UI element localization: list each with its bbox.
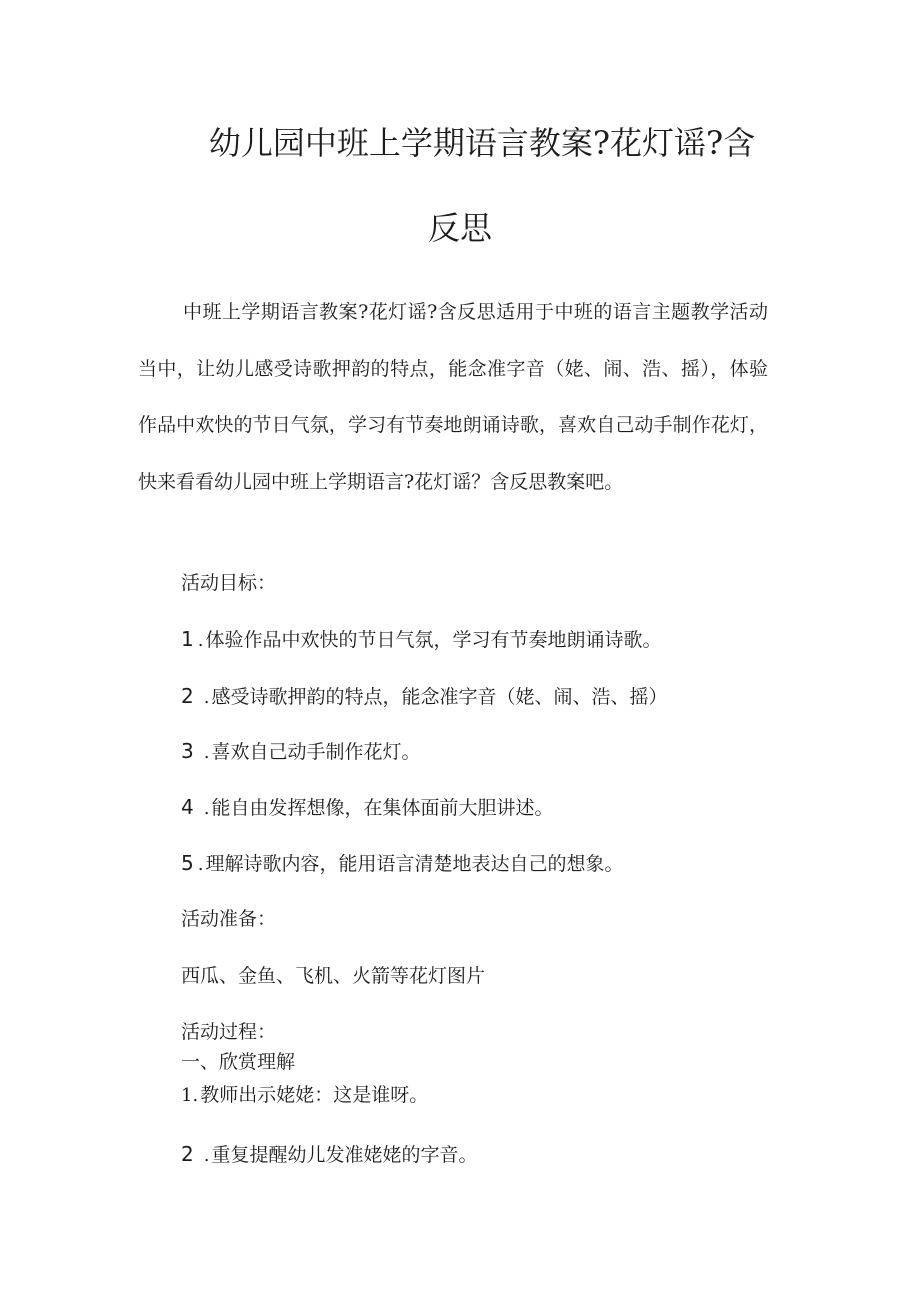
list-dot: . xyxy=(197,630,204,651)
step-text: 重复提醒幼儿发准姥姥的字音。 xyxy=(211,1144,478,1166)
step-number: 1 xyxy=(181,1085,193,1106)
goal-text: 能自由发挥想像，在集体面前大胆讲述。 xyxy=(211,797,554,819)
process-heading: 活动过程： xyxy=(181,1021,277,1043)
goal-item xyxy=(181,793,553,823)
goal-item xyxy=(181,849,623,879)
list-dot: . xyxy=(192,1085,199,1106)
goal-number: 2 xyxy=(181,684,194,708)
document-title-line-2: 反思 xyxy=(427,209,492,247)
goal-item xyxy=(181,737,420,767)
step-number: 2 xyxy=(181,1142,194,1166)
goal-number: 4 xyxy=(181,795,194,819)
list-dot: . xyxy=(203,798,210,819)
list-dot: . xyxy=(203,742,210,763)
step-text: 教师出示姥姥：这是谁呀。 xyxy=(200,1084,429,1106)
document-title-line-1: 幼儿园中班上学期语言教案?花灯谣?含 xyxy=(208,124,756,162)
list-dot: . xyxy=(197,854,204,875)
goal-number: 5 xyxy=(181,851,194,875)
preparation-text: 西瓜、金鱼、飞机、火箭等花灯图片 xyxy=(181,965,486,987)
goal-item xyxy=(181,625,661,655)
preparation-heading: 活动准备： xyxy=(181,908,277,930)
goal-item xyxy=(181,682,667,712)
list-dot: . xyxy=(203,687,210,708)
process-section-heading: 一、欣赏理解 xyxy=(181,1051,296,1073)
goal-text: 体验作品中欢快的节日气氛，学习有节奏地朗诵诗歌。 xyxy=(205,629,662,651)
list-dot: . xyxy=(203,1145,210,1166)
process-step xyxy=(181,1081,428,1110)
goal-number: 3 xyxy=(181,739,194,763)
goal-text: 喜欢自己动手制作花灯。 xyxy=(211,741,421,763)
goals-heading: 活动目标： xyxy=(181,572,277,594)
intro-paragraph: 中班上学期语言教案?花灯谣?含反思适用于中班的语言主题教学活动当中，让幼儿感受诗歌押韵的特点，能念准字音（姥、闹、浩、摇），体验作品中欢快的节日气氛，学习有节奏地朗诵诗歌，喜欢自己动手制作花灯，快来看看幼儿园中班上学期语言?花灯谣？含反思教案吧。 xyxy=(138,301,768,493)
goal-text: 理解诗歌内容，能用语言清楚地表达自己的想象。 xyxy=(205,853,624,875)
goal-text: 感受诗歌押韵的特点，能念准字音（姥、闹、浩、摇） xyxy=(211,686,668,708)
process-step xyxy=(181,1140,477,1170)
goal-number: 1 xyxy=(181,627,194,651)
